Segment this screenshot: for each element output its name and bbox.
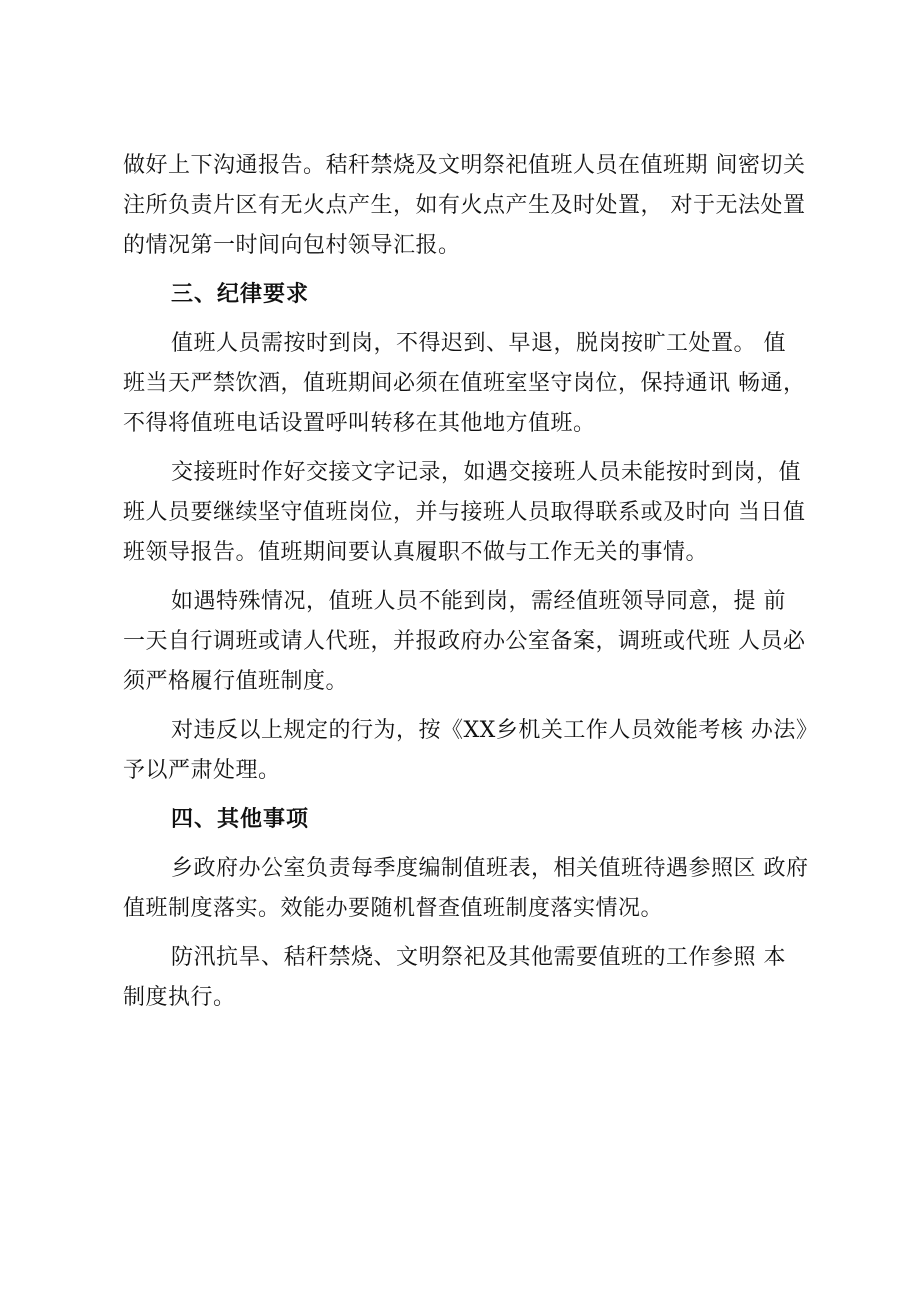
paragraph-duty-roster <box>123 849 823 929</box>
text-line: 的情况第一时间向包村领导汇报。 <box>123 233 461 258</box>
text-line: 交接班时作好交接文字记录，如遇交接班人员未能按时到岗，值 <box>171 460 802 485</box>
text-line: 防汛抗旱、秸秆禁烧、文明祭祀及其他需要值班的工作参照 本 <box>171 945 786 970</box>
paragraph-applicability <box>123 938 823 1018</box>
paragraph-fire-watch-continuation <box>123 146 823 266</box>
section-heading-other-matters: 四、其他事项 <box>171 807 310 832</box>
text-line: 班人员要继续坚守值班岗位，并与接班人员取得联系或及时向 当日值 <box>123 500 806 525</box>
text-line: 注所负责片区有无火点产生，如有火点产生及时处置， 对于无法处置 <box>123 193 806 218</box>
text-line: 对违反以上规定的行为，按《XX乡机关工作人员效能考核 办法》 <box>171 718 819 743</box>
text-line: 制度执行。 <box>123 985 236 1010</box>
text-line: 一天自行调班或请人代班，并报政府办公室备案，调班或代班 人员必 <box>123 629 806 654</box>
text-line: 班领导报告。值班期间要认真履职不做与工作无关的事情。 <box>123 540 709 565</box>
paragraph-shift-handover <box>123 453 823 573</box>
text-line: 予以严肃处理。 <box>123 758 281 783</box>
text-line: 如遇特殊情况，值班人员不能到岗，需经值班领导同意，提 前 <box>171 589 786 614</box>
text-line: 做好上下沟通报告。秸秆禁烧及文明祭祀值班人员在值班期 间密切关 <box>123 153 806 178</box>
paragraph-special-circumstances <box>123 582 823 702</box>
document-body <box>123 146 823 1027</box>
section-heading-discipline: 三、纪律要求 <box>171 282 310 307</box>
text-line: 不得将值班电话设置呼叫转移在其他地方值班。 <box>123 411 596 436</box>
text-line: 值班人员需按时到岗，不得迟到、早退，脱岗按旷工处置。 值 <box>171 331 786 356</box>
text-line: 须严格履行值班制度。 <box>123 669 349 694</box>
text-line: 值班制度落实。效能办要随机督查值班制度落实情况。 <box>123 896 664 921</box>
paragraph-on-time-duty <box>123 324 823 444</box>
text-line: 乡政府办公室负责每季度编制值班表，相关值班待遇参照区 政府 <box>171 856 809 881</box>
paragraph-violations <box>123 711 823 791</box>
text-line: 班当天严禁饮酒，值班期间必须在值班室坚守岗位，保持通讯 畅通， <box>123 371 806 396</box>
